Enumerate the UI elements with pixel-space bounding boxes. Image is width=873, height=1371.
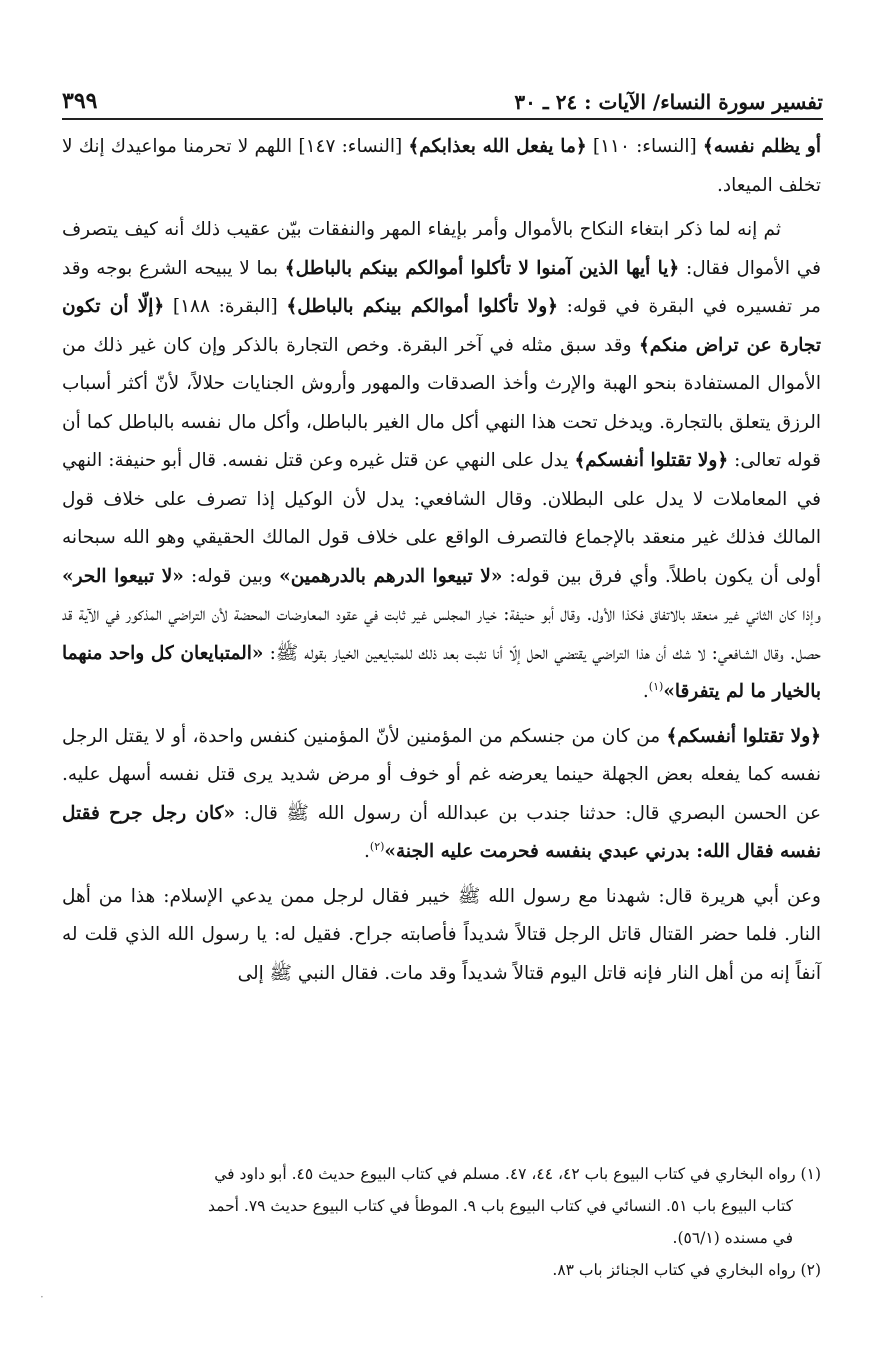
quran-quote: أو يظلم نفسه — [713, 136, 821, 157]
text-run: ثم إنه لما ذكر ابتغاء النكاح بالأموال وأمر بإيفاء المهر والنفقات بيّن عقيب ذلك أنه كيف يتصرف في الأموال فقال: — [62, 219, 821, 279]
hadith-quote: «لا تبيعوا الحر» — [62, 565, 184, 587]
footnote-2: (٢) رواه البخاري في كتاب الجنائز باب ٨٣. — [552, 1261, 821, 1279]
footnote-1-continuation: كتاب البيوع باب ٥١. النسائي في كتاب البيوع باب ٩. الموطأ في كتاب البيوع حديث ٧٩. أحمد — [208, 1197, 793, 1215]
quran-bracket-close: ﴾ — [702, 136, 714, 157]
quran-quote: ﴿ولا تقتلوا أنفسكم﴾ — [666, 725, 821, 747]
text-run: [البقرة: ١٨٨] — [164, 296, 287, 317]
text-run: وقد سبق مثله في آخر البقرة. وخص التجارة بالذكر وإن كان غير ذلك من الأموال المستفادة بنحو الهبة والإرث وأخذ الصدقات والمهور وأروش الجنايات حلالاً، لأنّ أكثر أسباب الرزق يتعلق بالتجارة. ويدخل تحت هذا النهي أكل مال الغير بالباطل، وأكل مال نفسه بالباطل كما أن قوله تعالى: — [62, 334, 821, 471]
text-run: . — [642, 681, 649, 702]
quran-quote: ﴿ما يفعل الله بعذابكم﴾ — [408, 136, 587, 157]
footnotes — [62, 1158, 821, 1286]
page-number: ٣٩٩ — [62, 88, 98, 114]
footnote-1-continuation: في مسنده (٥٦/١). — [672, 1229, 793, 1247]
quran-quote: ﴿ولا تأكلوا أموالكم بينكم بالباطل﴾ — [286, 296, 558, 317]
text-run: [النساء: ١٤٧] اللهم لا تحرمنا مواعيدك إنك لا تخلف الميعاد. — [62, 136, 821, 196]
main-text — [62, 128, 821, 999]
text-run: يدل على النهي عن قتل غيره وعن قتل نفسه. قال أبو حنيفة: النهي في المعاملات لا يدل على البطلان. وقال الشافعي: يدل لأن الوكيل إذا تصرف على خلاف قول المالك فذلك غير منعقد بالإجماع فالتصرف الواقع على خلاف قول المالك الحقيقي وهو الله سبحانه أولى أن يكون باطلاً. وأي فرق بين قوله: — [62, 450, 821, 587]
header-title: تفسير سورة النساء/ الآيات : ٢٤ ـ ٣٠ — [514, 90, 823, 114]
hadith-quote: «المتبايعان كل واحد منهما بالخيار ما لم يتفرقا» — [62, 642, 821, 702]
hadith-quote: «لا تبيعوا الدرهم بالدرهمين» — [279, 565, 503, 587]
text-run: بما لا يبيحه الشرع بوجه وقد مر تفسيره في البقرة في قوله: — [62, 257, 821, 317]
text-run: . — [364, 841, 370, 862]
hadith-quote: «كان رجل جرح فقتل نفسه فقال الله: بدرني عبدي بنفسه فحرمت عليه الجنة» — [62, 802, 821, 862]
running-header — [62, 80, 823, 120]
paragraph-3 — [62, 718, 821, 872]
text-run: من كان من جنسكم من المؤمنين لأنّ المؤمنين كنفس واحدة، أو لا يقتل الرجل نفسه كما يفعله بعض الجهلة حينما يعرضه غم أو خوف أو مرض شديد يرى قتل نفسه أسهل عليه. عن الحسن البصري قال: حدثنا جندب بن عبدالله أن رسول الله ﷺ قال: — [62, 725, 821, 824]
footnote-1: (١) رواه البخاري في كتاب البيوع باب ٤٢، ٤٤، ٤٧. مسلم في كتاب البيوع حديث ٤٥. أبو داود في — [214, 1165, 821, 1183]
text-run: وإذا كان الثاني غير منعقد بالاتفاق فكذا الأول. وقال أبو حنيفة: خيار المجلس غير ثابت في عقود المعاوضات المحضة لأن التراضي المذكور في الآية قد حصل. وقال الشافعي: لا شك أن هذا التراضي يقتضي الحل إلّا أنا نثبت بعد ذلك للمتبايعين الخيار بقوله ﷺ: — [62, 604, 821, 664]
paragraph-2 — [62, 211, 821, 712]
footnote-marker-1[interactable]: (١) — [648, 679, 664, 693]
footnote-marker-2[interactable]: (٢) — [369, 839, 385, 853]
text-run: وبين قوله: — [183, 565, 280, 587]
quran-quote: ﴿ولا تقتلوا أنفسكم﴾ — [574, 450, 729, 471]
quran-quote: ﴿إلّا أن تكون تجارة عن تراض منكم﴾ — [62, 296, 821, 356]
text-run: [النساء: ١١٠] — [586, 136, 703, 157]
paragraph-4 — [62, 878, 821, 994]
scan-speck: · — [40, 1290, 44, 1304]
paragraph-1 — [62, 128, 821, 205]
text-run: وعن أبي هريرة قال: شهدنا مع رسول الله ﷺ خيبر فقال لرجل ممن يدعي الإسلام: هذا من أهل النار. فلما حضر القتال قاتل الرجل قتالاً شديداً فأصابته جراح. فقيل له: يا رسول الله الذي قلت له آنفاً إنه من أهل النار فإنه قاتل اليوم قتالاً شديداً وقد مات. فقال النبي ﷺ إلى — [62, 885, 821, 984]
quran-quote: ﴿يا أيها الذين آمنوا لا تأكلوا أموالكم بينكم بالباطل﴾ — [284, 257, 680, 279]
